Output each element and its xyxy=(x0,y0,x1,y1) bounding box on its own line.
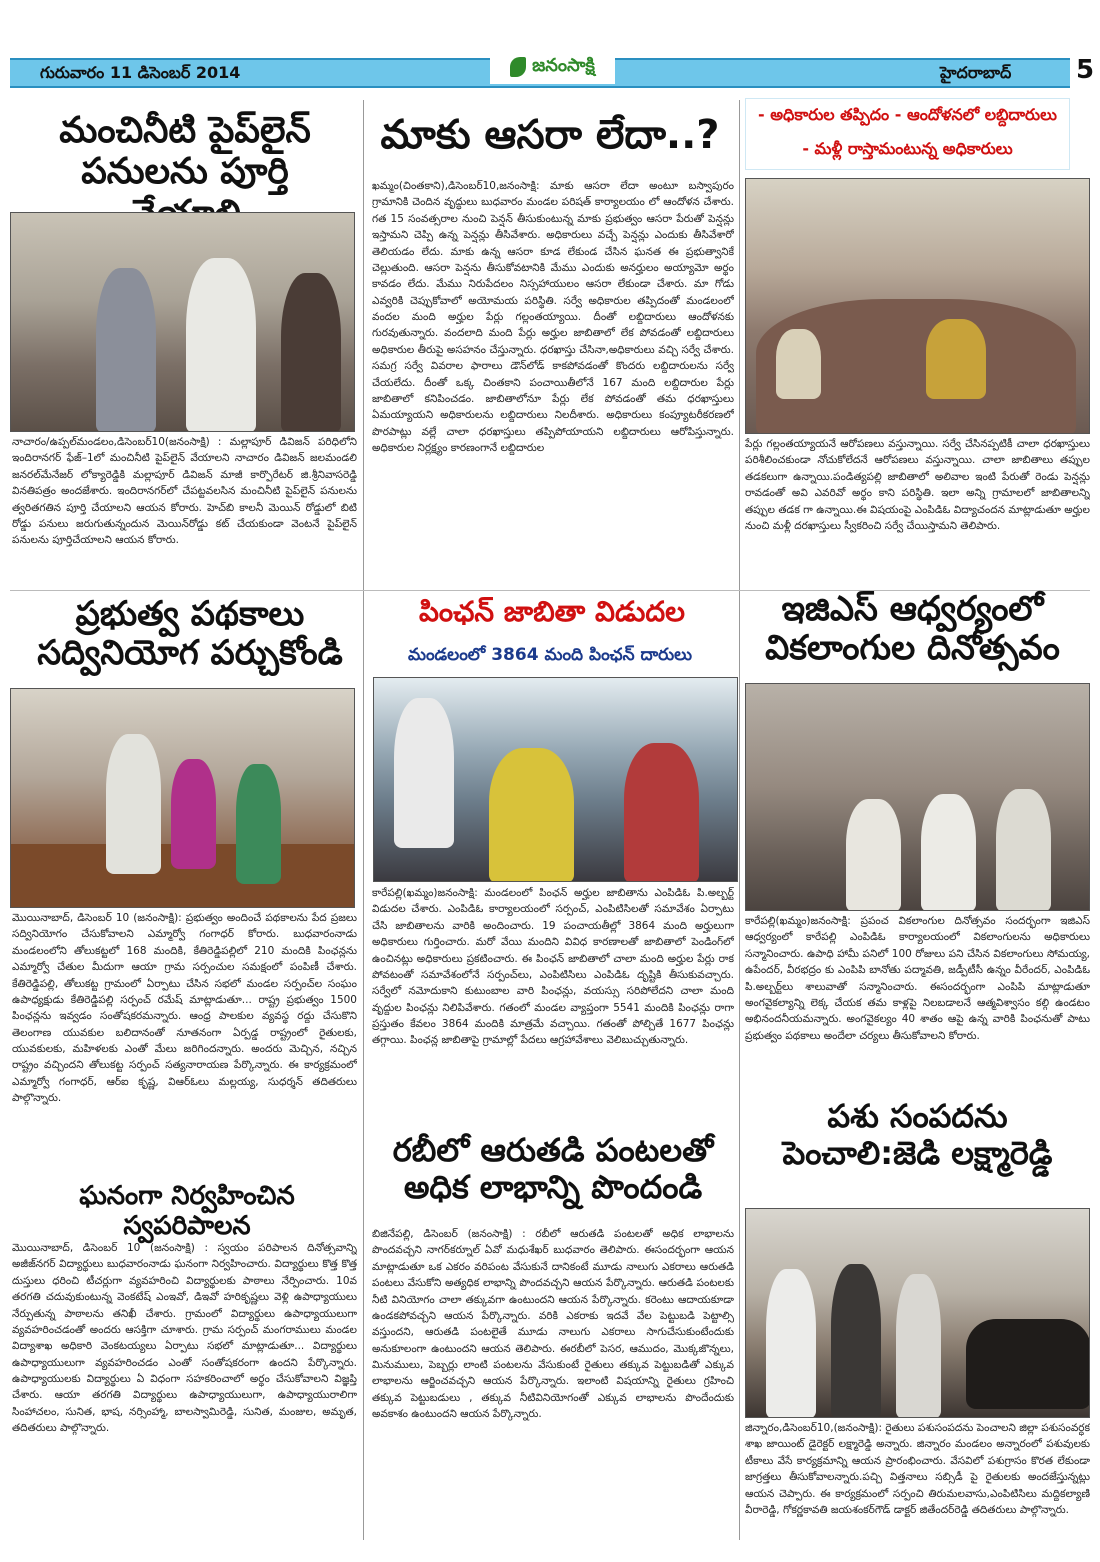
protest-kicker-line2: - మళ్లీ రాస్తామంటున్న అధికారులు xyxy=(802,139,1013,158)
issue-date: గురువారం 11 డిసెంబర్ 2014 xyxy=(40,63,241,82)
headline-ies: ఇజిఎస్ ఆధ్వర్యంలో వికలాంగుల దినోత్సవం xyxy=(765,589,1060,669)
photo-pipeline-petition xyxy=(10,212,355,432)
headline-self-governance: ఘనంగా నిర్వహించిన స్వపరిపాలన xyxy=(79,1181,295,1241)
headline-livestock: పశు సంపదను పెంచాలి:జెడి లక్ష్మారెడ్డి xyxy=(782,1097,1053,1172)
photo-cattle-vaccination xyxy=(745,1208,1090,1418)
article-livestock-body: జిన్నారం,డిసెంబర్10,(జనంసాక్షి): రైతులు పశుసంపదను పెంచాలని జిల్లా పశుసంవర్ధక శాఖ జాయింట్ డైరెక్టర్ లక్ష్మారెడ్డి అన్నారు. జిన్నారం మండలం అన్నారంలో పశువులకు టీకాలు వేసే కార్యక్రమాన్ని ఆయన ప్రారంభించారు. వేసవిలో పశుగ్రాసం కొరత లేకుండా జాగ్రత్తలు తీసుకోవాలన్నారు.పచ్చి విత్తనాలు సబ్సిడీ పై రైతులకు అందజేస్తున్నట్లు ఆయన చెప్పారు. ఈ కార్యక్రమంలో సర్పంచి తిరుమలవాసు,ఎంపిటిసిలు మద్దికల్యాణి వీరారెడ్డి, గోకర్ణకావతి జయశంకర్‌గౌడ్ డాక్టర్ జితేందర్‌రెడ్డి తదితరులు పాల్గొన్నారు. xyxy=(745,1422,1090,1516)
protest-kicker-box xyxy=(745,98,1070,170)
article-protest-body: పేర్లు గల్లంతయ్యాయనే ఆరోపణలు వస్తున్నాయి. సర్వే చేసినప్పటికీ చాలా ధరఖాస్తులు పరిశీలించకుండా నోచుకోలేదనే ఆరోపణలు వస్తున్నాయి. చాలా జాబితాలు తప్పుల తడకలుగా ఉన్నాయి.పండిత్యపల్లి జాబితాలో అలివాల ఇంటి పేరుతో రెండు పెన్షన్లు రావడంతో అవి ఎవరివో అర్థం కాని పరిస్థితి. ఇలా అన్ని గ్రామాలలో జాబితాలన్ని తప్పుల తడక గా ఉన్నాయి.ఈ విషయంపై ఎంపిడిఓ విద్యాచందన మాట్లాడుతూ అర్హుల నుంచి మళ్లీ దరఖాస్తులు స్వీకరించి సర్వే చేయిస్తామని తెలిపారు. xyxy=(745,438,1090,532)
article-pipeline-body: నాచారం/ఉప్పల్‌మండలం,డిసెంబర్10(జనంసాక్షి) : మల్లాపూర్ డివిజన్ పరిధిలోని ఇందిరానగర్ ఫేజ్–1లో మంచినీటి పైప్‌లైన్ వేయాలని నాచారం డివిజన్ జలమండలి జనరల్‌మేనేజర్ లోక్యారెడ్డికి మల్లాపూర్ డివిజన్ మాజీ కార్పొరేటర్ జి.శ్రీనివాసరెడ్డి వినతిపత్రం అందజేశారు. ఇందిరానగర్‌లో చేపట్టవలసిన మంచినీటి పైప్‌లైన్ పనులను త్వరితగతిన పూర్తి చేయాలని ఆయన కోరారు. హెచ్‌బి కాలనీ మెయిన్ రోడ్డులో బిటి రోడ్డు పనులు జరుగుతున్నందున మెయిన్‌రోడ్డు కట్ చేయకుండా వెంటనే పైప్‌లైన్ పనులను పూర్తిచేయాలని ఆయన కోరారు. xyxy=(12,436,357,547)
article-pension-list-body: కారేపల్లి(ఖమ్మం)జనంసాక్షి: మండలంలో పింఛన్ అర్హుల జాబితాను ఎంపిడిఓ పి.అల్బర్ట్ విడుదల చేశారు. ఎంపిడిఓ కార్యాలయంలో సర్పంచ్, ఎంపిటిసిలతో సమావేశం ఏర్పాటు చేసి జాబితాలను వారికి అందించారు. 19 పంచాయతీల్లో 3864 మంది అర్హులుగా అధికారులు గుర్తించారు. మరో వేయి మందిని వివిధ కారణాలతో జాబితాలో పెండింగ్‌లో ఉంచినట్లు అధికారులు ప్రకటించారు. ఈ పింఛన్ జాబితాలో చాలా మంది అర్హుల పేర్లు రాక పోవటంతో సమావేశంలోనే సర్పంచ్‌లు, ఎంపిటిసిలు ఎంపిడిఓ దృష్టికి తీసుకువచ్చారు. సర్వేలో నమోదుకాని కుటుంబాల వారి పింఛన్లు, వయస్సు సరిపోలేదని చాలా మంది వృద్దుల పింఛన్లు నిలిపివేశారు. గతంలో మండల వ్యాప్తంగా 5541 మందికి పింఛన్లు రాగా ప్రస్తుతం కేవలం 3864 మందికి మాత్రమే వచ్చాయి. గతంతో పోల్చితే 1677 పింఛన్లు తగ్గాయి. పింఛన్ల జాబితాపై గ్రామాల్లో పేదలు ఆగ్రహావేశాలు వెలిబుచ్చుతున్నారు. xyxy=(372,887,734,1047)
article-rabi-body: బిజినేపల్లి, డిసెంబర్ (జనంసాక్షి) : రబీలో ఆరుతడి పంటలతో అధిక లాభాలను పొందవచ్చని నాగర్‌కర్నూల్ ఏవో మధుశేఖర్ బుధవారం తెలిపారు. ఈసందర్భంగా ఆయన మాట్లాడుతూ ఒక ఎకరం వరిపంట వేసుకునే దానికంటే మూడు నాలుగు ఎకరాలు ఆరుతడి పంటలు వేసుకోని అత్యధిక లాభాన్ని పొందవచ్చని ఆయన పేర్కొన్నారు. ఆరుతడి పంటలకు నీటి వినియోగం చాలా తక్కువగా ఉంటుందని ఆయన పేర్కొన్నారు. కరెంటు ఆదాయకూడా ఉండకపోవచ్చని ఆయన పేర్కొన్నారు. వరికి ఎకరాకు ఇదవే వేల పెట్టుబడి పెట్టాల్సి వస్తుందని, ఆరుతడి పంటలైతే మూడు నాలుగు ఎకరాలు సాగుచేసుకుంటేందుకు అనుకూలంగా ఉంటుందని ఆయన తెలిపారు. ఈరబీలో పెసర, ఆముదం, మొక్కజొన్నలు, మినుములు, పెబ్బర్లు లాంటి పంటలను వేసుకుంటే రైతులు తక్కువ పెట్టుబడితో ఎక్కువ లాభాలను ఆర్జించవచ్చని ఆయన పేర్కొన్నారు. ఇలాంటి విషయాన్ని రైతులు గ్రహించి తక్కువ పెట్టుబడులు , తక్కువ నీటివినియోగంతో ఎక్కువ లాభాలను పొందేందుకు అవకాశం ఉంటుందని ఆయన పేర్కొన్నారు. xyxy=(372,1228,734,1421)
protest-kicker-line1: - అధికారుల తప్పిదం - ఆందోళనలో లబ్దిదారులు xyxy=(758,105,1057,124)
photo-ies-felicitation xyxy=(745,683,1090,911)
headline-asara: మాకు ఆసరా లేదా..? xyxy=(380,112,720,158)
masthead-name: జనంసాక్షి xyxy=(532,54,595,76)
edition-city: హైదరాబాద్ xyxy=(940,63,1012,82)
page-number: 5 xyxy=(1076,55,1095,85)
headline-pipeline: మంచినీటి పైప్‌లైన్ పనులను పూర్తి xyxy=(59,110,311,193)
article-schemes-body: మొయినాబాద్, డిసెంబర్ 10 (జనంసాక్షి): ప్రభుత్వం అందించే పథకాలను పేద ప్రజలు సద్వినియోగం చేసుకోవాలని ఎమ్మార్వో గంగాధర్ కోరారు. బుధవారంనాడు మండలంలోని తోలుకట్టలో 168 మందికి, కేతిరెడ్డిపల్లిలో 210 మందికి పింఛన్లను ఎమ్మార్వో చేతుల మీదుగా ఆయా గ్రామ సర్పంచుల సమక్షంలో పంపిణీ చేశారు. కేతిరెడ్డిపల్లి, తోలుకట్ట గ్రామంలో ఏర్పాటు చేసిన సభలో మండల సర్పంచ్‌ల సంఘం ఉపాధ్యక్షుడు కేతిరెడ్డిపల్లి సర్పంచ్ రమేష్ మాట్లాడుతూ... రాష్ట్ర ప్రభుత్వం 1500 పింఛన్లను ఇవ్వడం సంతోషకరమన్నారు. ఆంధ్ర పాలకుల వ్యవస్థ రద్దు చేసుకొని తెలంగాణ యువకుల బలిదానంతో నూతనంగా ఏర్పడ్డ రాష్ట్రంలో రైతులకు, యువకులకు, మహిళలకు ఎంతో మేలు జరిగిందన్నారు. అందరు మెచ్చిన, నచ్చిన రాష్ట్రం వచ్చిందని తోలుకట్ట సర్పంచ్ సత్యనారాయణ పేర్కొన్నారు. ఈ కార్యక్రమంలో ఎమ్మార్వో గంగాధర్, ఆర్‌ఐ కృష్ణ, విఆర్‌ఓలు మల్లయ్య, సుధర్శన్ తదితరులు పాల్గొన్నారు. xyxy=(12,912,357,1105)
article-asara-body: ఖమ్మం(చింతకాని),డిసెంబర్10,జనంసాక్షి: మాకు ఆసరా లేదా అంటూ బస్వాపురం గ్రామానికి చెందిన వృద్ధులు బుధవారం మండల పరిషత్ కార్యాలయం లో ఆందోళన చేశారు. గత 15 సంవత్సరాల నుంచి పెన్షన్ తీసుకుంటున్న మాకు ప్రభుత్వం ఆసరా పేరుతో పెన్షన్లు ఇస్తామని చెప్పి ఉన్న పెన్షన్లు తీసివేశారు. అధికారులు వచ్చే పెన్షన్లు ఎందుకు తీసివేశారో తెలియడం లేదు. మాకు ఉన్న ఆసరా కూడ లేకుండ చేసిన ఘనత ఈ ప్రభుత్వానికే చెల్లుతుంది. ఆసరా పెన్షను తీసుకోవటానికి మేము ఎందుకు అనర్హులం అయ్యామో అర్థం కావడం లేదు. మేము నిరుపేదలం నిస్సహాయులం ఆసరా లేకుండా చేశారు. మా గోడు ఎవ్వరికి చెప్పుకోవాలో అయోమయ పరిస్థితి. సర్వే అధికారుల తప్పిదంతో మండలంలో వందల మంది అర్హుల పేర్లు గల్లంతయ్యాయి. దీంతో లబ్దిదారులు ఆందోళనకు గురవుతున్నారు. వందలాది మంది పేర్లు అర్హుల జాబితాలో లేక పోవడంతో లబ్దిదారులు అధికారుల తీరుపై అసహనం చేస్తున్నారు. ధరఖాస్తు చేసినా,అధికారులు వచ్చి సర్వే చేశారు. సమగ్ర సర్వే వివరాల ఫారాలు డౌన్‌లోడ్ కాకపోవడంతో కొందరు లబ్దిదారులను సర్వే చేయలేదు. దీంతో ఒక్క చింతకాని పంచాయితీలోనే 167 మంది లబ్దిదారుల పేర్లు జాబితాలో కనిపించడం. జాబితాలోనూ పేర్లు లేక పోవడంతో తమ ధరఖాస్తులు ఏమయ్యాయని అధికారులను లబ్దిదారులు నిలదీశారు. అధికారులు కంప్యూటరీకరణలో పొరపాట్లు వల్లే చాలా ధరఖాస్తులు తప్పిపోయాయని లబ్దిదారులు ఆరోపిస్తున్నారు. అధికారుల నిర్లక్ష్యం కారణంగానే లబ్దిదారుల xyxy=(372,180,734,454)
article-self-governance-body: మొయినాబాద్, డిసెంబర్ 10 (జనంసాక్షి) : స్వయం పరిపాలన దినోత్సవాన్ని అజీజ్‌నగర్ విద్యార్థులు బుధవారంనాడు ఘనంగా నిర్వహించారు. విద్యార్థులు కొత్త కొత్త దుస్తులు ధరించి టీచర్లుగా వ్యవహరించి విద్యార్థులకు పాఠాలు నేర్పించారు. 10వ తరగతి చదువుకుంటున్న వెంకటేష్ ఎంఇవో, డిఇవో హరికృష్ణలు వెళ్లి ఉపాధ్యాయులు నేర్పుతున్న పాఠాలను తనిఖీ చేశారు. గ్రామంలో విద్యార్థులు ఉపాధ్యాయులుగా వ్యవహరించడంతో అందరు ఆసక్తిగా చూశారు. గ్రామ సర్పంచ్ మంగరాములు మండల విద్యాశాఖ అధికారి వెంకటయ్యలు ఏర్పాటు సభలో మాట్లాడుతూ... విద్యార్థులు ఉపాధ్యాయులుగా వ్యవహరించడం ఎంతో సంతోషకరంగా ఉందని పేర్కొన్నారు. ఉపాధ్యాయులకు విద్యార్థులు ఏ విధంగా సహకరించాలో అర్థం చేసుకోవాలని విజ్ఞప్తి చేశారు. ఆయా తరగతి విద్యార్థులు ఉపాధ్యాయులుగా, ఉపాధ్యాయురాలిగా సింహాచలం, సునిత, భాష, నర్సింహ్మా, బాలస్వామిరెడ్డి, సునిత, మంజుల, అమృత, తదితరులు పాల్గొన్నారు. xyxy=(12,1242,357,1435)
masthead-logo xyxy=(490,50,615,84)
article-ies-body: కారేపల్లి(ఖమ్మం)జనంసాక్షి: ప్రపంచ వికలాంగుల దినోత్సవం సందర్భంగా ఇజిఎస్ ఆధ్వర్యంలో కారేపల్లి ఎంపిడిఓ కార్యాలయంలో వికలాంగులను అధికారులు సన్మానించారు. ఉపాధి హామీ పనిలో 100 రోజులు పని చేసిన వికలాంగులు సోమయ్య, ఉపేందర్, వీరభద్రం కు ఎంపిపి బానోతు పద్మావతి, జడ్పీటీసీ ఉన్నం వీరేందర్, ఎంపిడిఓ పి.అల్బర్ట్‌లు శాలువాతో సన్మానించారు. ఈసందర్భంగా ఎంపిపి మాట్లాడుతూ అంగవైకల్యాన్ని లెక్క చేయక తమ కాళ్లపై నిలబడాలనే ఆత్మవిశ్వాసం కల్గి ఉండటం అభినందనీయమన్నారు. అంగవైకల్యం 40 శాతం ఆపై ఉన్న వారికి పింఛనుతో పాటు ప్రభుత్వం పథకాలు అందేలా చర్యలు తీసుకోవాలని కోరారు. xyxy=(745,915,1090,1042)
headline-pension-list: పింఛన్ జాబితా విడుదల xyxy=(419,595,685,628)
headline-rabi: రబీలో ఆరుతడి పంటలతో అధిక లాభాన్ని పొందండి xyxy=(392,1131,714,1206)
photo-pension-list-release xyxy=(373,677,738,882)
headline-schemes: ప్రభుత్వ పథకాలు సద్వినియోగ పర్చుకోండి xyxy=(37,594,343,674)
subhead-pension-list: మండలంలో 3864 మంది పింఛన్ దారులు xyxy=(407,645,693,665)
photo-schemes-distribution xyxy=(10,688,355,908)
column-divider xyxy=(363,100,364,1540)
photo-protest-elderly xyxy=(745,178,1090,434)
leaf-icon xyxy=(510,57,526,77)
column-divider xyxy=(739,100,740,1540)
